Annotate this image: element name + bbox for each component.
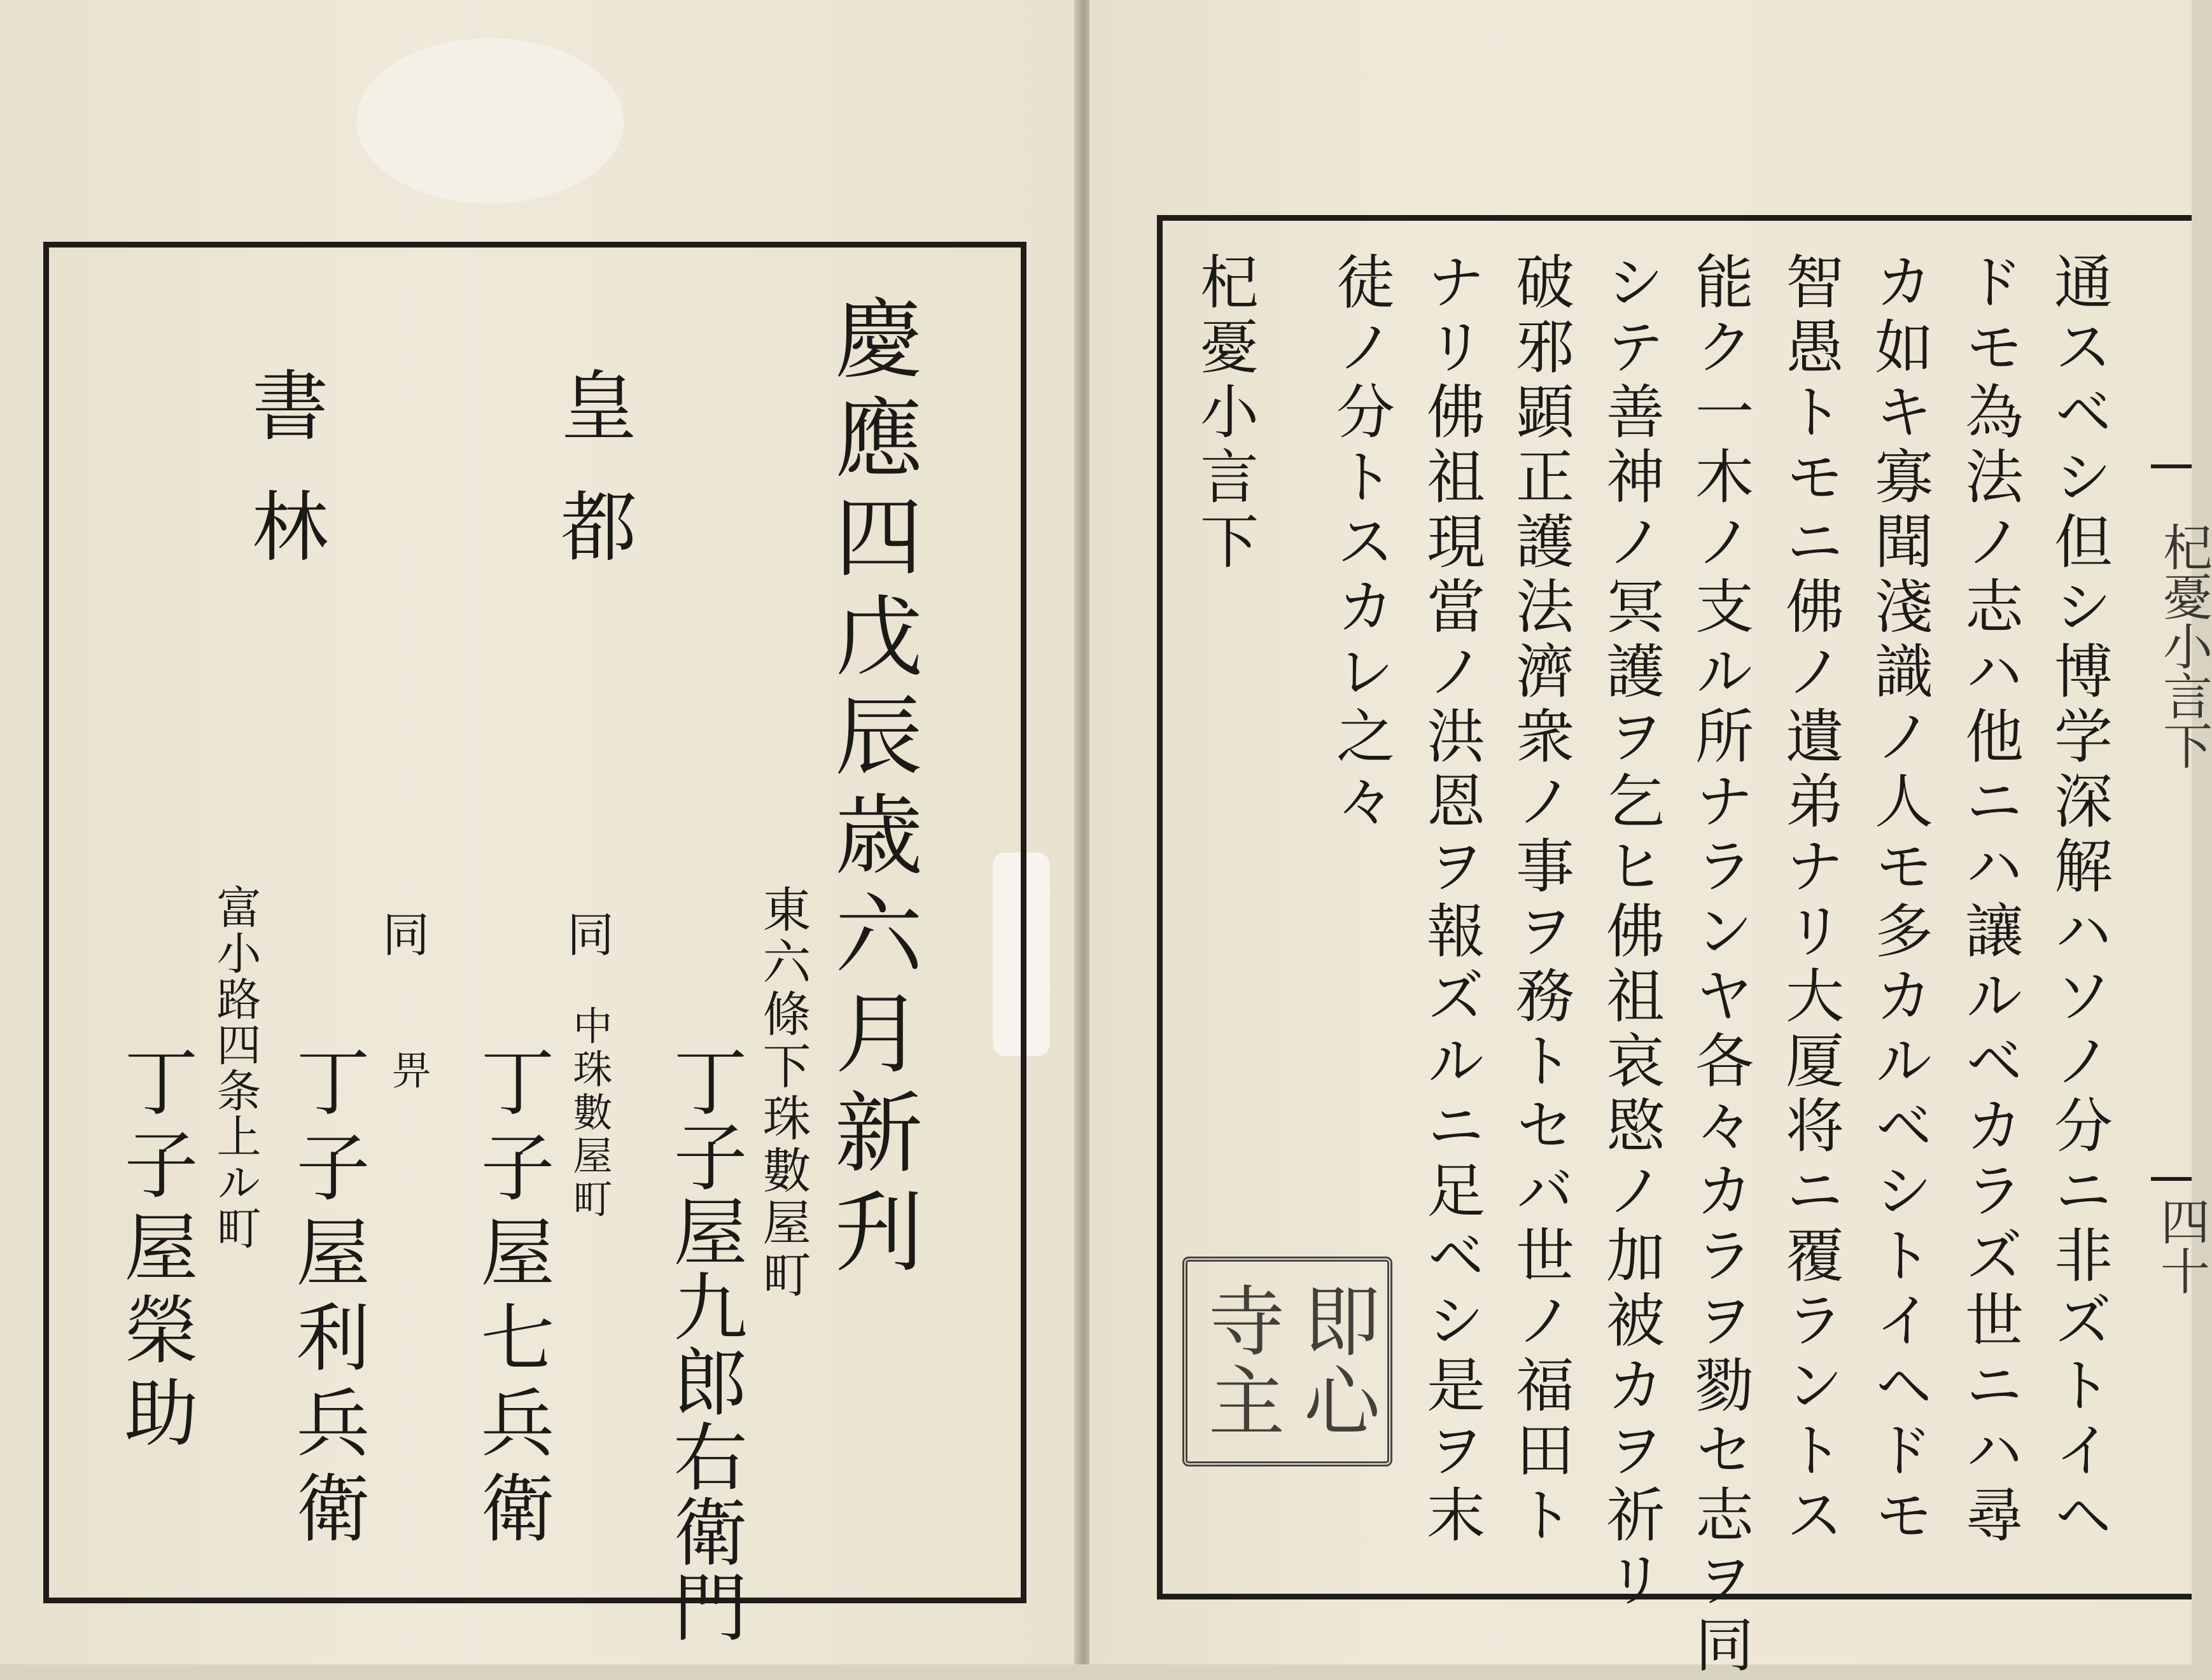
text-column: 智愚トモニ佛ノ遺弟ナリ大厦将ニ覆ラントス [1776,251,1844,1549]
publication-date: 慶應四戊辰歳六月新刋 [820,293,923,1285]
volume-end-title: 杞憂小言下 [1191,251,1259,576]
publisher-name: 丁子屋七兵衛 [468,1043,554,1555]
text-column: 通スベシ但シ博学深解ハソノ分ニ非ズトイヘ [2045,251,2113,1549]
text-column: ドモ為法ノ志ハ他ニハ讓ルベカラズ世ニハ尋 [1956,251,2024,1549]
page-number: 四十 [2152,1196,2209,1295]
text-column: シテ善神ノ冥護ヲ乞ヒ佛祖哀愍ノ加被カヲ祈リ [1597,251,1665,1614]
publisher-name: 丁子屋榮助 [112,1043,198,1457]
seal-text: 即心寺主 [1196,1281,1380,1442]
ditto-mark: 同 [559,910,614,957]
margin-rule [2151,464,2192,468]
text-column: 能ク一木ノ支ル所ナランヤ各々カラヲ勠セ志ヲ同 [1686,251,1754,1679]
capital-label: 皇都 [548,366,636,608]
seal-stamp [1182,1257,1392,1467]
margin-title: 杞憂小言下 [2155,522,2212,770]
publisher-address: 中珠數屋町 [566,1005,613,1222]
text-column: ナリ佛祖現當ノ洪恩ヲ報ズルニ足ベシ是ヲ末 [1417,251,1485,1549]
text-column: 破邪顕正護法濟衆ノ事ヲ務トセバ世ノ福田ト [1506,251,1574,1549]
publisher-name: 丁子屋九郎右衛門 [661,1043,747,1644]
text-column: カ如キ寡聞淺識ノ人モ多カルベシトイヘドモ [1865,251,1933,1549]
margin-rule [2151,1177,2192,1181]
publisher-name: 丁子屋利兵衛 [284,1043,370,1555]
publisher-address: 畀 [385,1050,431,1089]
text-column: 徒ノ分トスカレ之々 [1327,251,1395,835]
bookshop-label: 書林 [239,366,328,608]
publisher-address: 東六條下珠數屋町 [755,884,811,1302]
publisher-address: 富小路四条上ル町 [209,884,262,1251]
ditto-mark: 同 [375,910,430,957]
